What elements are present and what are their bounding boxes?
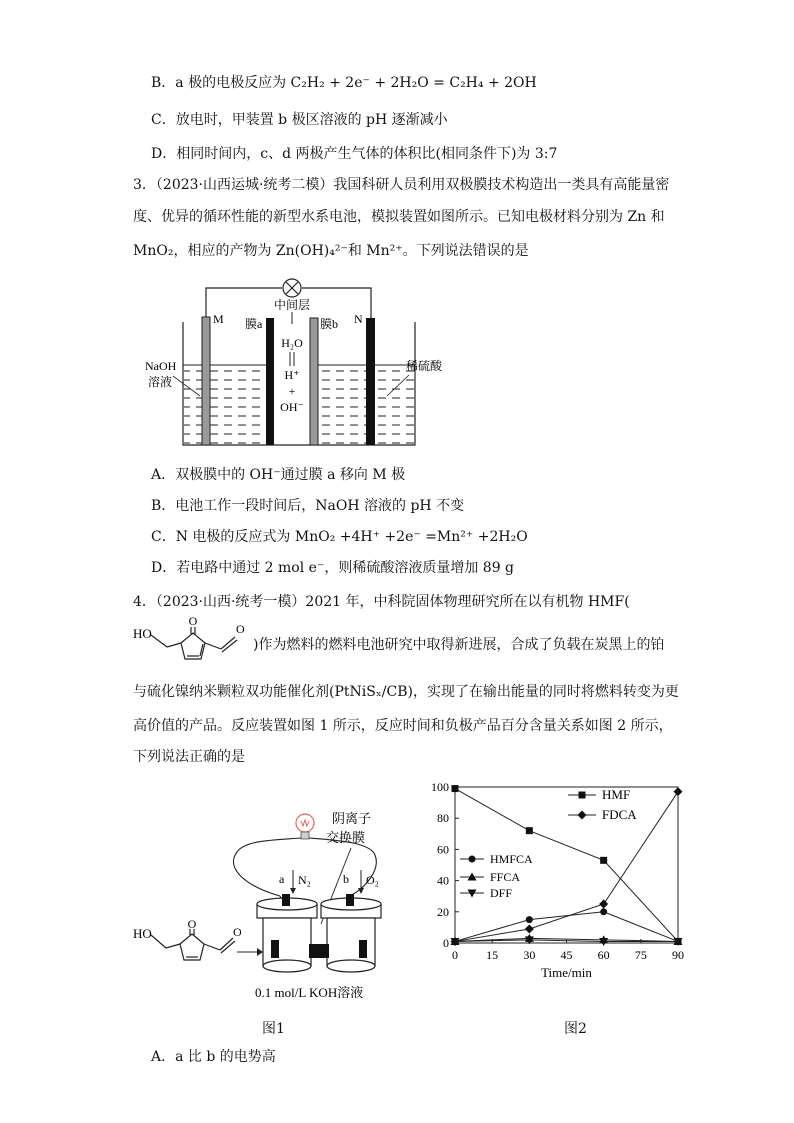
- membrane-a: [266, 318, 274, 445]
- membrane-label-2: 交换膜: [326, 830, 366, 845]
- membrane-label-1: 阴离子: [332, 811, 372, 826]
- electrode-m: [202, 317, 210, 445]
- svg-text:O: O: [187, 917, 197, 931]
- light-bulb-icon: [296, 814, 314, 839]
- x-tick-label: 30: [523, 948, 536, 962]
- q2-option-c: C．放电时，甲装置 b 极区溶液的 pH 逐渐减小: [151, 112, 448, 128]
- x-tick-label: 45: [560, 948, 573, 962]
- fig1-caption: 图1: [262, 1021, 285, 1037]
- q4-stem-line5: 下列说法正确的是: [133, 749, 245, 765]
- electrode-n-label: N: [354, 312, 363, 326]
- q4-stem-line2: )作为燃料的燃料电池研究中取得新进展，合成了负载在炭黑上的铂: [253, 637, 665, 653]
- q3-stem-line2: 度、优异的循环性能的新型水系电池，模拟装置如图所示。已知电极材料分别为 Zn 和: [133, 209, 665, 225]
- electrode-m-label: M: [213, 312, 224, 326]
- q4-stem-line4: 高价值的产品。反应装置如图 1 所示，反应时间和负极产品百分含量关系如图 2 所示，: [133, 718, 673, 734]
- ohminus-label: OH⁻: [280, 400, 304, 414]
- fig2-chart: [418, 776, 718, 1008]
- water-label: H₂O: [281, 336, 303, 350]
- legend-marker-hmf: [579, 792, 586, 799]
- svg-text:HO: HO: [133, 626, 152, 641]
- legend-marker-fdca: [578, 811, 587, 820]
- svg-text:O: O: [233, 925, 242, 939]
- right-cell: [321, 894, 381, 972]
- left-cell: [257, 894, 317, 972]
- q4-stem-line1: 4．（2023·山西·统考一模）2021 年，中科院固体物理研究所在以有机物 HMF(: [133, 594, 630, 610]
- hmf-molecule-fig1: [133, 917, 242, 960]
- svg-text:O: O: [188, 614, 198, 628]
- svg-text:HO: HO: [133, 926, 152, 941]
- point-hmf: [526, 827, 533, 834]
- q4-stem-line3: 与硫化镍纳米颗粒双功能催化剂(PtNiSₓ/CB)，实现了在输出能量的同时将燃料转变为更: [133, 684, 679, 700]
- x-axis-label: Time/min: [541, 965, 592, 980]
- point-fdca: [525, 924, 534, 933]
- y-tick-label: 60: [437, 842, 449, 857]
- o2-label: O₂: [366, 873, 379, 887]
- x-tick-label: 15: [486, 948, 499, 962]
- q2-option-d: D．相同时间内，c、d 两极产生气体的体积比(相同条件下)为 3:7: [151, 146, 558, 162]
- middle-layer-label: 中间层: [273, 298, 311, 312]
- q3-option-d: D．若电路中通过 2 mol e⁻，则稀硫酸溶液质量增加 89 g: [151, 560, 515, 576]
- x-tick-label: 75: [634, 948, 647, 962]
- membrane-b: [310, 318, 318, 445]
- legend-label-hmf: HMF: [602, 787, 631, 802]
- q2-option-b: B．a 极的电极反应为 C₂H₂ + 2e⁻ + 2H₂O = C₂H₄ + 2OH: [151, 75, 537, 91]
- hmf-molecule-inline: [133, 613, 253, 671]
- naoh-label: NaOH: [145, 359, 177, 373]
- point-hmfca: [526, 916, 533, 923]
- q3-option-b: B．电池工作一段时间后，NaOH 溶液的 pH 不变: [151, 498, 465, 514]
- legend-label-hmfca: HMFCA: [490, 852, 533, 866]
- legend-label-dff: DFF: [490, 886, 513, 900]
- plot-frame: [455, 787, 678, 943]
- electrode-n: [366, 318, 375, 445]
- lamp-icon: [283, 279, 301, 297]
- q3-stem-line3: MnO₂，相应的产物为 Zn(OH)₄²⁻和 Mn²⁺。下列说法错误的是: [133, 243, 529, 259]
- y-tick-label: 100: [431, 780, 449, 794]
- point-hmf: [600, 857, 607, 864]
- membrane-a-label: 膜a: [245, 317, 263, 331]
- anion-exchange-membrane: [309, 944, 329, 958]
- series-line-fdca: [455, 792, 678, 942]
- point-fdca: [599, 900, 608, 909]
- membrane-b-label: 膜b: [320, 317, 339, 331]
- plus-label: +: [288, 384, 296, 398]
- legend-label-fdca: FDCA: [602, 807, 637, 822]
- koh-solution-label: 0.1 mol/L KOH溶液: [255, 985, 364, 1000]
- point-fdca: [674, 787, 683, 796]
- electrode-b-label: b: [343, 872, 349, 886]
- x-tick-label: 90: [672, 948, 684, 962]
- q4-option-a: A．a 比 b 的电势高: [151, 1049, 276, 1065]
- legend-marker-hmfca: [469, 856, 476, 863]
- y-tick-label: 80: [437, 811, 449, 826]
- hplus-label: H⁺: [284, 368, 300, 382]
- electrode-a-label: a: [279, 872, 285, 886]
- y-tick-label: 0: [443, 936, 449, 950]
- x-tick-label: 60: [597, 948, 610, 962]
- point-hmfca: [600, 908, 607, 915]
- y-tick-label: 40: [437, 873, 449, 888]
- legend-label-ffca: FFCA: [490, 870, 521, 884]
- x-tick-label: 0: [452, 948, 458, 962]
- sulfuric-acid-label: 稀硫酸: [406, 359, 443, 373]
- q3-battery-diagram: [125, 268, 455, 453]
- naoh-solution-label: 溶液: [148, 375, 173, 389]
- n2-label: N₂: [298, 873, 311, 887]
- fig2-caption: 图2: [564, 1021, 587, 1037]
- fig1-fuel-cell-diagram: [125, 800, 415, 1005]
- svg-text:O: O: [236, 622, 245, 636]
- q3-option-c: C．N 电极的反应式为 MnO₂ +4H⁺ +2e⁻ =Mn²⁺ +2H₂O: [151, 529, 528, 545]
- q3-option-a: A．双极膜中的 OH⁻通过膜 a 移向 M 极: [151, 467, 406, 483]
- series-line-hmf: [455, 789, 678, 942]
- q3-stem-line1: 3．（2023·山西运城·统考二模）我国科研人员利用双极膜技术构造出一类具有高能量密: [133, 177, 670, 193]
- point-hmf: [452, 785, 459, 792]
- y-tick-label: 20: [437, 904, 449, 919]
